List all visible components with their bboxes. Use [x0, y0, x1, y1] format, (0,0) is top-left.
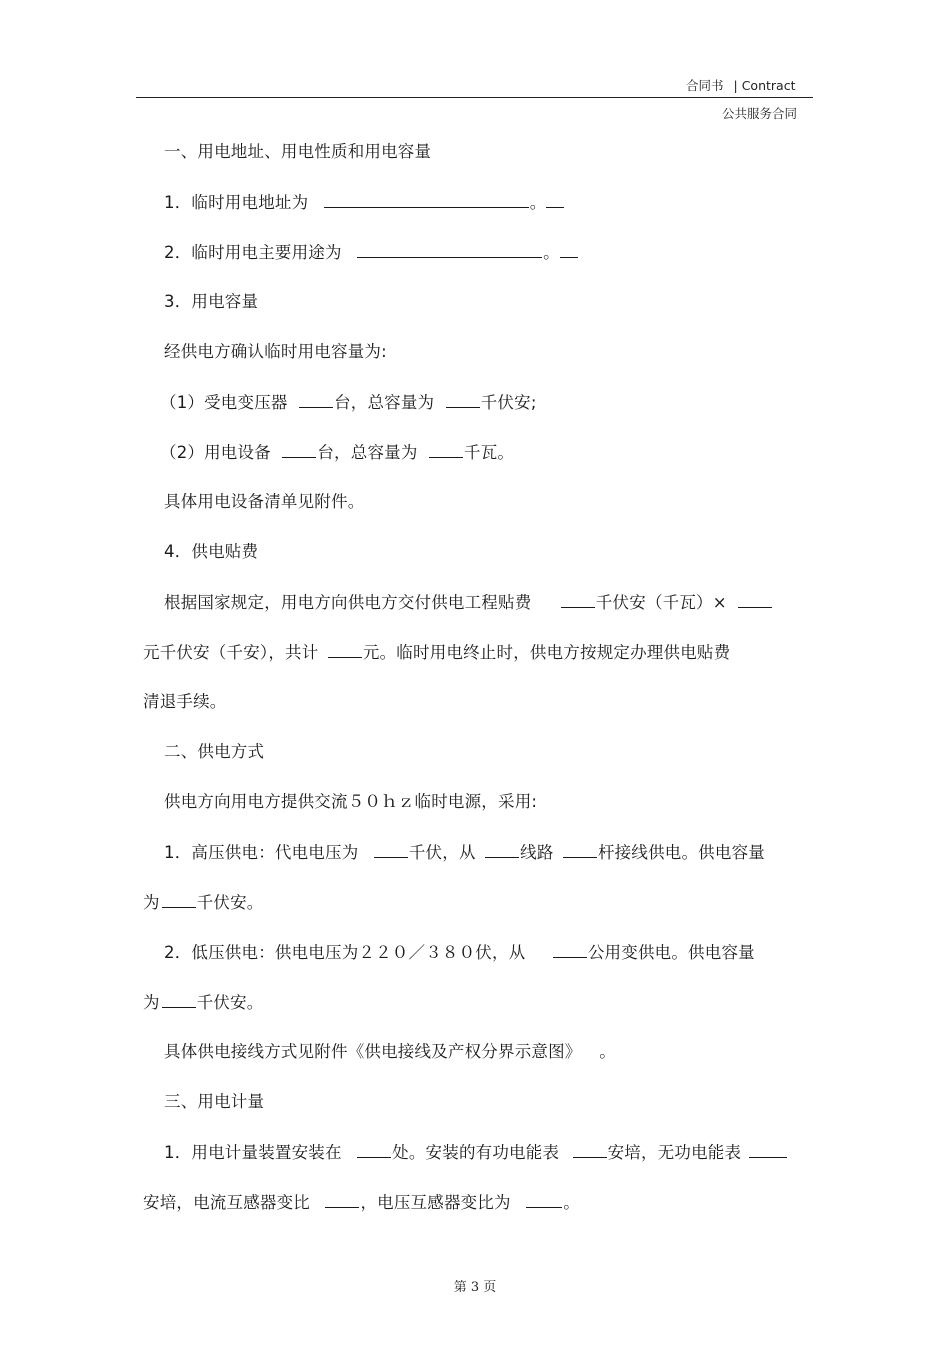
blank-field [446, 392, 480, 408]
lv-text-4: 千伏安。 [196, 993, 264, 1012]
blank-field [561, 592, 595, 608]
header-doc-type: 合同书 [686, 78, 724, 93]
hv-text-6: 千伏安。 [196, 893, 264, 912]
metering-text-5: ，电压互感器变比为 [360, 1193, 511, 1212]
hv-text-4: 杆接线供电。供电容量 [597, 843, 765, 862]
item-2-purpose [164, 242, 579, 263]
wiring-note-text: 具体供电接线方式见附件《供电接线及产权分界示意图》 [164, 1042, 574, 1061]
blank-field [324, 192, 529, 208]
item-4-fee: 4．供电贴费 [164, 542, 259, 561]
fee-paragraph-line-2 [143, 642, 730, 663]
blank-field [485, 842, 519, 858]
high-voltage-line-2 [143, 892, 264, 913]
header-doc-type-en: | Contract [733, 78, 796, 93]
transformer-unit: 千伏安; [480, 393, 537, 412]
transformer-label: （1）受电变压器 [160, 393, 288, 412]
section-1-title: 一、用电地址、用电性质和用电容量 [164, 142, 432, 161]
wiring-note [164, 1042, 616, 1062]
blank-field [573, 1142, 607, 1158]
fee-text-3: 元千伏安（千安），共计 [143, 643, 319, 662]
page-number: 第 3 页 [453, 1280, 497, 1295]
equipment-unit: 千瓦。 [464, 443, 515, 462]
capacity-equipment [160, 442, 514, 463]
fee-text-4: 元。临时用电终止时，供电方按规定办理供电贴费 [362, 643, 731, 662]
hv-text-1: 1．高压供电：代电电压为 [164, 843, 359, 862]
fee-text-1: 根据国家规定，用电方向供电方交付供电工程贴费 [164, 593, 532, 612]
hv-text-3: 线路 [520, 843, 554, 862]
fee-text-2: 千伏安（千瓦）× [595, 593, 727, 612]
capacity-transformer [160, 392, 537, 413]
metering-text-1: 1．用电计量装置安装在 [164, 1143, 342, 1162]
blank-field [429, 442, 463, 458]
blank-field [738, 592, 772, 608]
blank-field [546, 192, 564, 208]
item-1-end: 。 [529, 193, 547, 212]
low-voltage-line-2 [143, 992, 264, 1013]
metering-text-2: 处。安装的有功电能表 [392, 1143, 560, 1162]
blank-field [299, 392, 333, 408]
fee-paragraph-line-1 [164, 592, 773, 613]
section-2-title: 二、供电方式 [164, 742, 265, 761]
hv-text-2: 千伏，从 [408, 843, 476, 862]
header-label [686, 76, 795, 94]
header-subtitle: 公共服务合同 [722, 106, 798, 121]
item-1-label: 1．临时用电地址为 [164, 193, 309, 212]
hv-text-5: 为 [143, 893, 160, 912]
header-rule [136, 97, 813, 98]
equipment-label: （2）用电设备 [160, 443, 271, 462]
equipment-total-label: 台，总容量为 [317, 443, 418, 462]
wiring-note-end: 。 [599, 1042, 616, 1061]
metering-text-3: 安培，无功电能表 [607, 1143, 742, 1162]
blank-field [553, 942, 587, 958]
blank-field [374, 842, 408, 858]
capacity-intro: 经供电方确认临时用电容量为: [164, 342, 387, 361]
equipment-list-note: 具体用电设备清单见附件。 [164, 492, 365, 511]
blank-field [749, 1142, 787, 1158]
fee-paragraph-line-3: 清退手续。 [143, 692, 227, 711]
high-voltage-line-1 [164, 842, 765, 863]
blank-field [357, 1142, 391, 1158]
section-3-title: 三、用电计量 [164, 1092, 265, 1111]
blank-field [325, 1192, 359, 1208]
item-2-label: 2．临时用电主要用途为 [164, 243, 342, 262]
blank-field [357, 242, 542, 258]
blank-field [162, 892, 196, 908]
blank-field [560, 242, 578, 258]
blank-field [328, 642, 362, 658]
item-2-end: 。 [543, 243, 560, 262]
transformer-total-label: 台，总容量为 [334, 393, 435, 412]
item-1-address [164, 192, 565, 213]
lv-text-1: 2．低压供电：供电电压为２２０／３８０伏，从 [164, 943, 526, 962]
metering-text-6: 。 [563, 1193, 580, 1212]
item-3-capacity: 3．用电容量 [164, 292, 259, 311]
blank-field [282, 442, 316, 458]
metering-text-4: 安培，电流互感器变比 [143, 1193, 310, 1212]
metering-line-1 [164, 1142, 788, 1163]
low-voltage-line-1 [164, 942, 755, 963]
blank-field [162, 992, 196, 1008]
lv-text-3: 为 [143, 993, 160, 1012]
metering-line-2 [143, 1192, 580, 1213]
lv-text-2: 公用变供电。供电容量 [587, 943, 755, 962]
blank-field [563, 842, 597, 858]
blank-field [526, 1192, 562, 1208]
supply-intro: 供电方向用电方提供交流５０ｈｚ临时电源，采用: [164, 792, 538, 811]
